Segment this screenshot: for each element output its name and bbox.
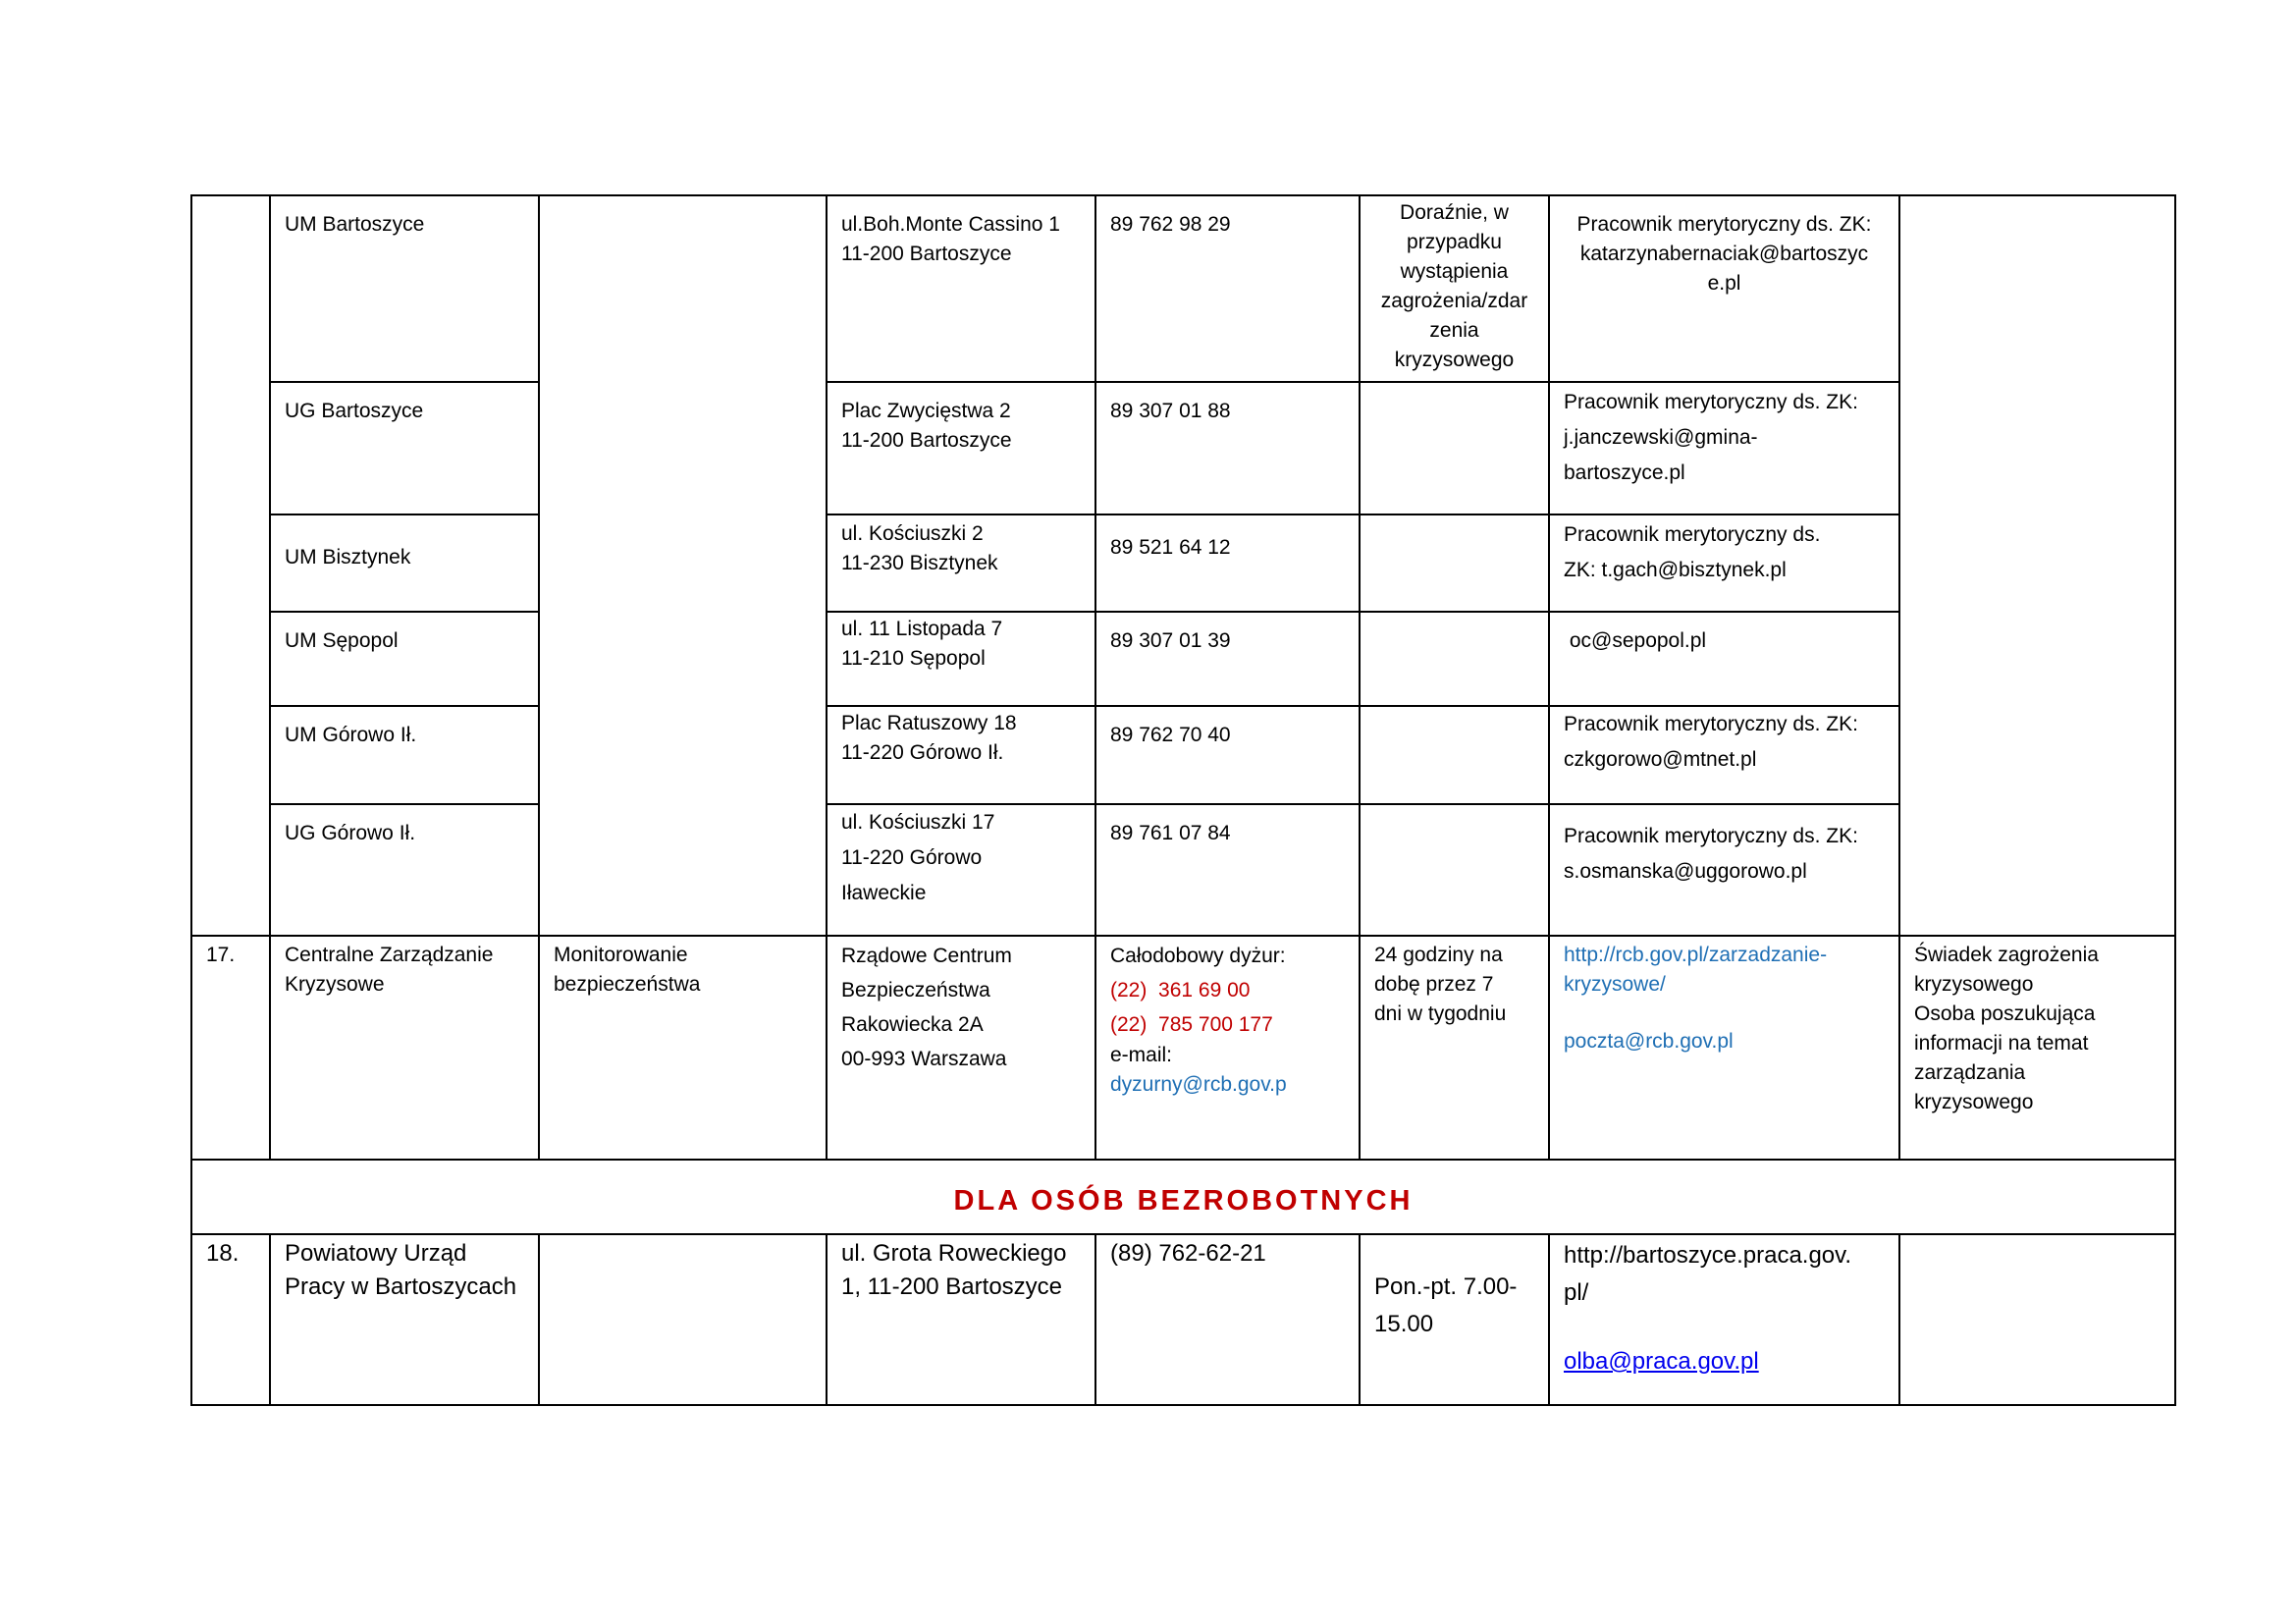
table-row: [191, 382, 2175, 514]
phone-cell: 89 521 64 12: [1095, 514, 1360, 612]
phone-cell: 89 762 70 40: [1095, 706, 1360, 804]
target-group-cell: Świadek zagrożenia kryzysowego Osoba poszukująca informacji na temat zarządzania kryzysowego: [1899, 936, 2175, 1160]
email-link[interactable]: poczta@rcb.gov.pl: [1564, 1030, 1734, 1053]
section-row: [191, 1160, 2175, 1234]
hours-cell: [1360, 382, 1549, 514]
row-number: 17.: [191, 936, 270, 1160]
phone-number[interactable]: (22) 785 700 177: [1110, 1013, 1273, 1036]
hours-cell: Pon.-pt. 7.00- 15.00: [1360, 1234, 1549, 1405]
hours-cell: [1360, 514, 1549, 612]
institution-name: UM Bartoszyce: [270, 195, 539, 382]
website-link[interactable]: pl/: [1564, 1279, 1589, 1306]
contact-cell: Pracownik merytoryczny ds. ZK: j.janczewski@gmina- bartoszyce.pl: [1549, 382, 1899, 514]
phone-cell: 89 307 01 39: [1095, 612, 1360, 706]
contact-cell: Pracownik merytoryczny ds. ZK: s.osmanska@uggorowo.pl: [1549, 804, 1899, 936]
institution-name: UM Górowo Ił.: [270, 706, 539, 804]
phone-cell: 89 307 01 88: [1095, 382, 1360, 514]
address-cell: Plac Ratuszowy 18 11-220 Górowo Ił.: [827, 706, 1095, 804]
website-link[interactable]: kryzysowe/: [1564, 973, 1666, 996]
target-group-cell: [1899, 195, 2175, 936]
scope-cell: [539, 1234, 827, 1405]
address-cell: ul. Kościuszki 17 11-220 Górowo Iławeckie: [827, 804, 1095, 936]
phone-cell: 89 762 98 29: [1095, 195, 1360, 382]
target-group-cell: [1899, 1234, 2175, 1405]
address-cell: ul. Grota Roweckiego 1, 11-200 Bartoszyce: [827, 1234, 1095, 1405]
address-cell: Rządowe Centrum Bezpieczeństwa Rakowiecka 2A 00-993 Warszawa: [827, 936, 1095, 1160]
table-row: [191, 195, 2175, 382]
phone-cell: 89 761 07 84: [1095, 804, 1360, 936]
hours-cell: [1360, 804, 1549, 936]
contact-cell: Pracownik merytoryczny ds. ZK: katarzynabernaciak@bartoszyc e.pl: [1549, 195, 1899, 382]
phone-cell: (89) 762-62-21: [1095, 1234, 1360, 1405]
email-link[interactable]: dyzurny@rcb.gov.p: [1110, 1073, 1287, 1096]
hours-cell: [1360, 612, 1549, 706]
contact-cell: Pracownik merytoryczny ds. ZK: t.gach@bisztynek.pl: [1549, 514, 1899, 612]
address-cell: ul.Boh.Monte Cassino 1 11-200 Bartoszyce: [827, 195, 1095, 382]
scope-cell: [539, 195, 827, 936]
section-title: DLA OSÓB BEZROBOTNYCH: [191, 1160, 2175, 1234]
table-row: [191, 1234, 2175, 1405]
website-link[interactable]: http://rcb.gov.pl/zarzadzanie-: [1564, 944, 1828, 966]
table-row: [191, 612, 2175, 706]
scope-cell: Monitorowanie bezpieczeństwa: [539, 936, 827, 1160]
contact-cell: oc@sepopol.pl: [1549, 612, 1899, 706]
address-cell: Plac Zwycięstwa 2 11-200 Bartoszyce: [827, 382, 1095, 514]
web-cell: [1549, 936, 1899, 1160]
hours-cell: 24 godziny na dobę przez 7 dni w tygodniu: [1360, 936, 1549, 1160]
contact-table: [190, 194, 2176, 1406]
phone-cell: Całodobowy dyżur: (22) 361 69 00 (22) 785 700 177 e-mail: dyzurny@rcb.gov.p: [1095, 936, 1360, 1160]
web-cell: [1549, 1234, 1899, 1405]
address-cell: ul. 11 Listopada 7 11-210 Sępopol: [827, 612, 1095, 706]
number-cell: [191, 195, 270, 936]
hours-cell: [1360, 706, 1549, 804]
row-number: 18.: [191, 1234, 270, 1405]
institution-name: UM Bisztynek: [270, 514, 539, 612]
institution-name: Centralne Zarządzanie Kryzysowe: [270, 936, 539, 1160]
table-row: [191, 514, 2175, 612]
address-cell: ul. Kościuszki 2 11-230 Bisztynek: [827, 514, 1095, 612]
hours-cell: Doraźnie, w przypadku wystąpienia zagrożenia/zdar zenia kryzysowego: [1360, 195, 1549, 382]
table-row: [191, 706, 2175, 804]
contact-cell: Pracownik merytoryczny ds. ZK: czkgorowo@mtnet.pl: [1549, 706, 1899, 804]
table-row: [191, 936, 2175, 1160]
email-link[interactable]: olba@praca.gov.pl: [1564, 1348, 1759, 1375]
institution-name: UG Bartoszyce: [270, 382, 539, 514]
table-row: [191, 804, 2175, 936]
institution-name: Powiatowy Urząd Pracy w Bartoszycach: [270, 1234, 539, 1405]
website-link[interactable]: http://bartoszyce.praca.gov.: [1564, 1242, 1852, 1269]
institution-name: UM Sępopol: [270, 612, 539, 706]
phone-number[interactable]: (22) 361 69 00: [1110, 979, 1251, 1001]
institution-name: UG Górowo Ił.: [270, 804, 539, 936]
